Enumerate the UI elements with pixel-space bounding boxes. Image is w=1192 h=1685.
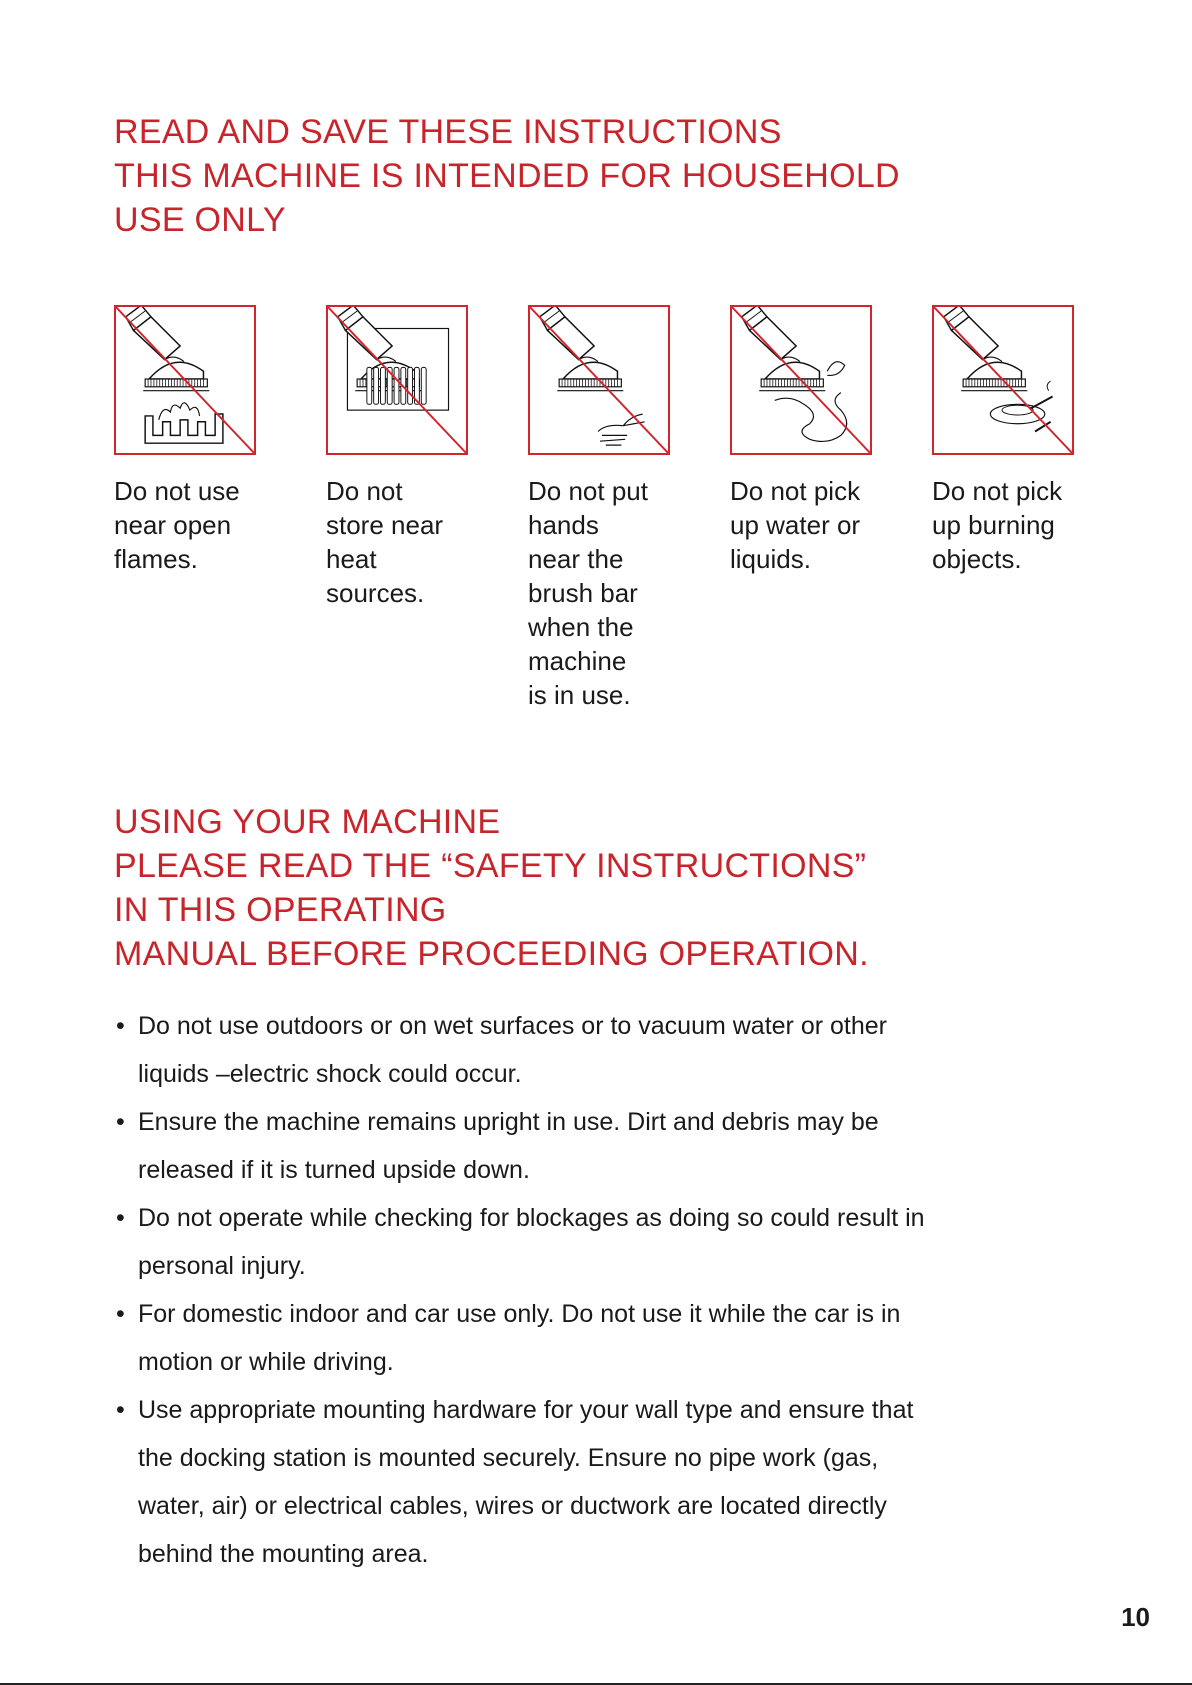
bullet-line: liquids –electric shock could occur.	[138, 1060, 522, 1088]
warning-caption	[326, 474, 496, 610]
warning-icon-frame	[528, 305, 670, 455]
no-liquids-icon	[732, 307, 870, 453]
list-item	[114, 1098, 1114, 1194]
warning-caption	[114, 474, 284, 576]
caption-line: near the	[528, 544, 624, 574]
bullet-line: Do not operate while checking for blockages as doing so could result in	[138, 1204, 925, 1232]
warning-icon-frame	[730, 305, 872, 455]
list-item	[114, 1002, 1114, 1098]
safety-heading-line: THIS MACHINE IS INTENDED FOR HOUSEHOLD	[114, 157, 900, 195]
caption-line: store near	[326, 510, 444, 540]
list-item	[114, 1386, 1114, 1578]
page-number: 10	[1121, 1602, 1150, 1632]
usage-heading-line: PLEASE READ THE “SAFETY INSTRUCTIONS”	[114, 847, 867, 885]
no-burning-objects-icon	[934, 307, 1072, 453]
caption-line: brush bar	[528, 578, 638, 608]
usage-heading	[114, 800, 869, 976]
no-flames-icon	[116, 307, 254, 453]
bullet-line: the docking station is mounted securely. Ensure no pipe work (gas,	[138, 1444, 879, 1472]
caption-line: Do not	[326, 476, 403, 506]
warning-icon-frame	[326, 305, 468, 455]
bullet-line: Use appropriate mounting hardware for your wall type and ensure that	[138, 1396, 914, 1424]
bullet-marker: •	[116, 1012, 125, 1040]
safety-heading	[114, 110, 900, 242]
usage-bullet-list	[114, 1002, 1114, 1578]
caption-line: heat	[326, 544, 377, 574]
bullet-line: released if it is turned upside down.	[138, 1156, 530, 1184]
bullet-marker: •	[116, 1300, 125, 1328]
safety-heading-line: READ AND SAVE THESE INSTRUCTIONS	[114, 113, 782, 151]
caption-line: Do not use	[114, 476, 240, 506]
warning-caption	[528, 474, 698, 712]
bullet-marker: •	[116, 1108, 125, 1136]
bullet-marker: •	[116, 1204, 125, 1232]
no-hands-brush-bar-icon	[530, 307, 668, 453]
usage-heading-line: IN THIS OPERATING	[114, 891, 447, 929]
caption-line: machine	[528, 646, 627, 676]
caption-line: up burning	[932, 510, 1055, 540]
usage-heading-line: MANUAL BEFORE PROCEEDING OPERATION.	[114, 935, 869, 973]
bullet-line: motion or while driving.	[138, 1348, 394, 1376]
caption-line: Do not pick	[730, 476, 861, 506]
caption-line: Do not pick	[932, 476, 1063, 506]
warning-icon-frame	[932, 305, 1074, 455]
usage-heading-line: USING YOUR MACHINE	[114, 803, 501, 841]
caption-line: liquids.	[730, 544, 811, 574]
caption-line: hands	[528, 510, 599, 540]
caption-line: flames.	[114, 544, 198, 574]
warning-caption	[730, 474, 900, 576]
warning-icon-frame	[114, 305, 256, 455]
bullet-line: personal injury.	[138, 1252, 306, 1280]
caption-line: Do not put	[528, 476, 648, 506]
list-item	[114, 1194, 1114, 1290]
warning-caption	[932, 474, 1102, 576]
no-heat-source-icon	[328, 307, 466, 453]
caption-line: is in use.	[528, 680, 631, 710]
caption-line: when the	[528, 612, 634, 642]
bullet-line: Ensure the machine remains upright in use. Dirt and debris may be	[138, 1108, 879, 1136]
bullet-marker: •	[116, 1396, 125, 1424]
caption-line: sources.	[326, 578, 425, 608]
bullet-line: behind the mounting area.	[138, 1540, 429, 1568]
safety-heading-line: USE ONLY	[114, 201, 286, 239]
caption-line: up water or	[730, 510, 861, 540]
caption-line: near open	[114, 510, 232, 540]
bullet-line: For domestic indoor and car use only. Do not use it while the car is in	[138, 1300, 901, 1328]
bullet-line: water, air) or electrical cables, wires or ductwork are located directly	[138, 1492, 887, 1520]
caption-line: objects.	[932, 544, 1022, 574]
bullet-line: Do not use outdoors or on wet surfaces or to vacuum water or other	[138, 1012, 887, 1040]
list-item	[114, 1290, 1114, 1386]
